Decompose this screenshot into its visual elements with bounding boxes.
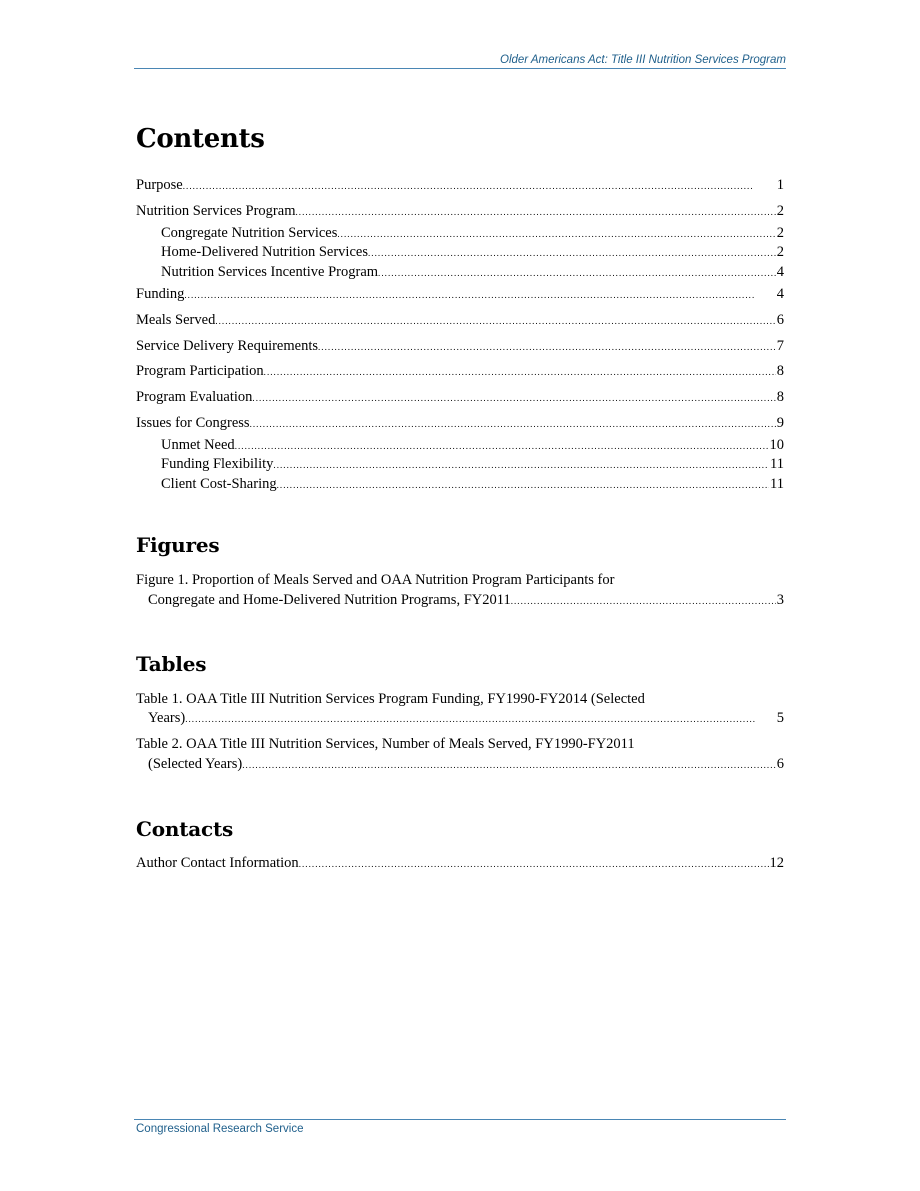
toc-entry-table-2-line1[interactable]: Table 2. OAA Title III Nutrition Services, Number of Meals Served, FY1990-FY2011: [136, 736, 635, 752]
toc-entry-table-2[interactable]: (Selected Years) . . . 6: [148, 756, 784, 774]
toc-entry-table-1-line1[interactable]: Table 1. OAA Title III Nutrition Services Program Funding, FY1990-FY2014 (Selected: [136, 691, 645, 707]
toc-page-number: 6: [776, 756, 784, 772]
toc-page-number: 11: [770, 456, 784, 472]
toc-page-number: 4: [776, 286, 784, 302]
toc-entry-figure-1[interactable]: Congregate and Home-Delivered Nutrition Programs, FY2011 . . . 3: [148, 592, 784, 610]
footer-organization: Congressional Research Service: [136, 1123, 304, 1135]
toc-entry-funding-flexibility[interactable]: Funding Flexibility . . . 11: [161, 456, 784, 474]
toc-page-number: 6: [776, 312, 784, 328]
footer-divider: [134, 1119, 786, 1120]
toc-page-number: 3: [776, 592, 784, 608]
toc-page-number: 11: [770, 476, 784, 492]
toc-entry-home-delivered-nutrition-services[interactable]: Home-Delivered Nutrition Services . . . 2: [161, 244, 784, 262]
toc-entry-nutrition-services-incentive-program[interactable]: Nutrition Services Incentive Program . . . 4: [161, 264, 784, 282]
figures-heading: Figures: [136, 533, 220, 557]
toc-page-number: 12: [769, 855, 784, 871]
toc-entry-unmet-need[interactable]: Unmet Need . . . 10: [161, 437, 784, 455]
toc-entry-issues-for-congress[interactable]: Issues for Congress . . . 9: [136, 415, 784, 433]
toc-page-number: 9: [776, 415, 784, 431]
contents-heading: Contents: [136, 124, 265, 154]
toc-entry-purpose[interactable]: Purpose . . . 1: [136, 177, 784, 195]
toc-page-number: 10: [769, 437, 784, 453]
toc-entry-funding[interactable]: Funding . . . 4: [136, 286, 784, 304]
contacts-heading: Contacts: [136, 817, 234, 841]
toc-entry-congregate-nutrition-services[interactable]: Congregate Nutrition Services . . . 2: [161, 225, 784, 243]
toc-page-number: 4: [776, 264, 784, 280]
toc-entry-program-participation[interactable]: Program Participation . . . 8: [136, 363, 784, 381]
running-header-title: Older Americans Act: Title III Nutrition Services Program: [500, 54, 786, 66]
toc-page-number: 5: [776, 710, 784, 726]
toc-entry-meals-served[interactable]: Meals Served . . . 6: [136, 312, 784, 330]
toc-page-number: 1: [776, 177, 784, 193]
toc-page-number: 2: [776, 203, 784, 219]
toc-page-number: 2: [776, 244, 784, 260]
toc-entry-program-evaluation[interactable]: Program Evaluation . . . 8: [136, 389, 784, 407]
toc-entry-figure-1-line1[interactable]: Figure 1. Proportion of Meals Served and OAA Nutrition Program Participants for: [136, 572, 615, 588]
toc-page-number: 7: [776, 338, 784, 354]
toc-entry-service-delivery-requirements[interactable]: Service Delivery Requirements . . . 7: [136, 338, 784, 356]
toc-entry-table-1[interactable]: Years) . . . 5: [148, 710, 784, 728]
tables-heading: Tables: [136, 652, 207, 676]
toc-entry-client-cost-sharing[interactable]: Client Cost-Sharing . . . 11: [161, 476, 784, 494]
toc-page-number: 2: [776, 225, 784, 241]
toc-entry-author-contact-information[interactable]: Author Contact Information . . . 12: [136, 855, 784, 873]
toc-page-number: 8: [776, 389, 784, 405]
toc-entry-nutrition-services-program[interactable]: Nutrition Services Program . . . 2: [136, 203, 784, 221]
header-divider: [134, 68, 786, 69]
toc-page-number: 8: [776, 363, 784, 379]
